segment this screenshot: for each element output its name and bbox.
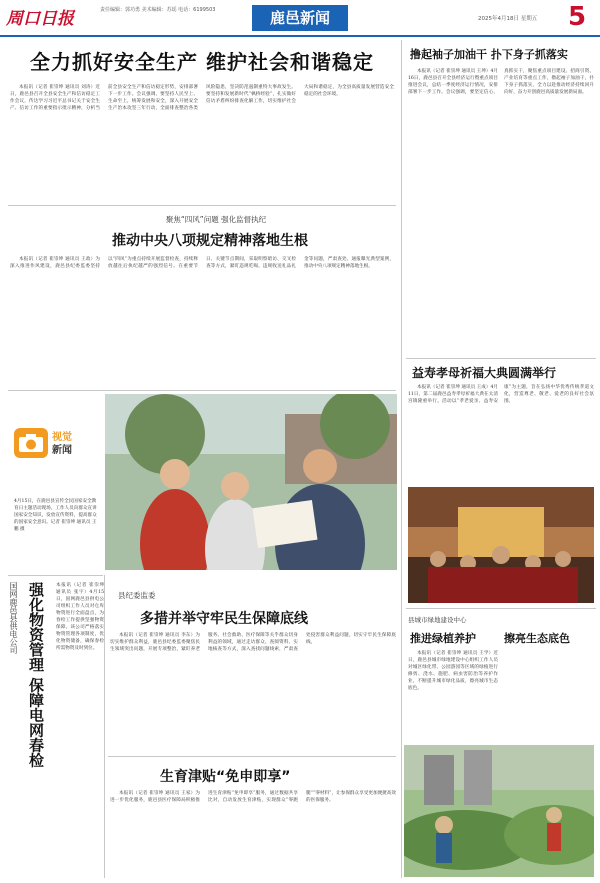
issue-date: 2025年4月18日 星期五 bbox=[478, 16, 538, 22]
right-bottom-headline-right: 擦亮生态底色 bbox=[504, 632, 570, 645]
divider bbox=[8, 390, 396, 391]
gardening-photo bbox=[404, 745, 594, 877]
visual-badge-line2: 新闻 bbox=[52, 445, 72, 456]
divider bbox=[406, 358, 596, 359]
divider bbox=[108, 756, 396, 757]
article2-kicker: 聚焦“四风”问题 强化监督执纪 bbox=[165, 215, 267, 224]
visual-badge-line1: 视觉 bbox=[52, 432, 72, 443]
article3-body: 本报讯（记者 崔崇坤 通讯员 李东）为切实维护群众利益，鹿邑县纪委监委聚焦民生领域突出问题，开展专项整治，紧盯养老服务、社会救助、医疗保障等关乎群众切身利益的领域，通过走访群众、查阅资料、实地核查等方式，深入查找问题线索，严肃查处侵害群众利益问题，切实守牢民生保障底线。 bbox=[110, 633, 396, 652]
divider bbox=[8, 205, 396, 206]
vertical-headline: 强化物资管理 保障电网春检 bbox=[27, 582, 45, 768]
section-title: 鹿邑新闻 bbox=[252, 5, 348, 31]
page-number: 5 bbox=[567, 2, 587, 32]
news-photo bbox=[105, 394, 397, 570]
vertical-body: 本报讯（记者 崔崇坤 通讯员 张宇）4月15日，国网鹿邑县供电公司组织工作人员对仓库物资进行全面盘点，为春检工作提供坚强物资保障。该公司严格落实物资管理各项制度，优化物资储备，确保春检所需物资及时到位。 bbox=[56, 583, 104, 651]
right-bottom-headline-left: 推进绿植养护 bbox=[410, 632, 476, 645]
right-top-body: 本报讯（记者 崔崇坤 通讯员 王坤）4月16日，鹿邑县召开全县经济运行暨重点项目推进会议，总结一季度经济运行情况，安排部署下一步工作。会议强调，要坚定信心、真抓实干，聚焦重点项目建设、招商引资、产业培育等重点工作，撸起袖子加油干，扑下身子抓落实，全力以赴推动经济持续回升向好，奋力开创鹿邑高质量发展新局面。 bbox=[408, 69, 594, 95]
lead-headline: 全力抓好安全生产 维护社会和谐稳定 bbox=[30, 50, 374, 74]
right-mid-body: 本报讯（记者 崔崇坤 通讯员 王成）4月11日，第二届鹿邑益寿孝母祈福大典在太清宫镇隆重举行。活动以“孝老爱亲、益寿安康”为主题，旨在弘扬中华优秀传统孝道文化，营造尊老、敬老、爱老的良好社会氛围。 bbox=[408, 385, 594, 404]
divider bbox=[8, 575, 103, 576]
ceremony-photo bbox=[408, 487, 594, 603]
right-top-headline: 撸起袖子加油干 扑下身子抓落实 bbox=[410, 48, 568, 61]
camera-icon bbox=[14, 428, 48, 458]
column-divider bbox=[104, 575, 105, 878]
vertical-kicker: 国网鹿邑县供电公司 bbox=[9, 582, 18, 654]
lead-body: 本报讯（记者 崔崇坤 通讯员 刘涛）近日，鹿邑县召开全县安全生产和信访稳定工作会议，传达学习习近平总书记关于安全生产、信访工作的重要指示批示精神，分析当前全县安全生产和信访稳定形势，安排部署下一步工作。会议强调，要坚持人民至上、生命至上，统筹发展和安全，深入开展安全生产治本攻坚三年行动，全面排查整治各类风险隐患，坚决防范遏制重特大事故发生。要坚持和发展新时代“枫桥经验”，扎实做好信访矛盾纠纷排查化解工作，切实维护社会大局和谐稳定，为全县高质量发展营造安全稳定的社会环境。 bbox=[10, 85, 394, 111]
photo-caption: 4月15日，在鹿邑县宣传全民国家安全教育日主题活动现场，工作人员向群众宣讲国家安全知识，发放宣传资料，提高群众的国家安全意识。记者 崔崇坤 通讯员 王鹏 摄 bbox=[14, 499, 97, 532]
header-rule bbox=[0, 35, 600, 37]
newspaper-logo: 周口日报 bbox=[6, 9, 74, 29]
column-divider bbox=[401, 40, 402, 878]
right-bottom-kicker: 县城市绿地建设中心 bbox=[408, 616, 467, 624]
divider bbox=[406, 608, 596, 609]
editor-info: 责任编辑：郭功勇 美术编辑：苏瑶 电话：6199503 bbox=[100, 7, 216, 13]
right-mid-headline: 益寿孝母祈福大典圆满举行 bbox=[412, 366, 557, 380]
right-bottom-body-right bbox=[504, 650, 594, 742]
article2-body: 本报讯（记者 崔崇坤 通讯员 王政）为深入推进作风建设，鹿邑县纪委监委坚持以“四风”为重点持续开展监督检查，持续释放越往后执纪越严的强烈信号。在重要节日、关键节点期间，采取明察暗访、交叉检查等方式，紧盯违规吃喝、违规收送礼品礼金等问题，严肃查处、通报曝光典型案例，推动中央八项规定精神落地生根。 bbox=[10, 257, 394, 269]
article4-body: 本报讯（记者 崔崇坤 通讯员 王家）为进一步优化服务，鹿邑县医疗保障局积极推进生育津贴“免申即享”服务，通过数据共享比对，自动发放生育津贴，实现群众“零跑腿”“零材料”，让参保群众享受更加便捷高效的医保服务。 bbox=[110, 791, 396, 803]
article3-kicker: 县纪委监委 bbox=[118, 591, 156, 600]
right-bottom-body-left: 本报讯（记者 崔崇坤 通讯员 王学）近日，鹿邑县城市绿地建设中心组织工作人员对城区绿化带、公园游园等区域的绿植进行修剪、浇水、施肥、病虫害防治等养护作业，不断提升城市绿化品质，擦亮城市生态底色。 bbox=[408, 651, 498, 691]
article2-headline: 推动中央八项规定精神落地生根 bbox=[112, 233, 308, 249]
article4-headline: 生育津贴“免申即享” bbox=[160, 769, 291, 785]
article3-headline: 多措并举守牢民生保障底线 bbox=[140, 611, 308, 627]
